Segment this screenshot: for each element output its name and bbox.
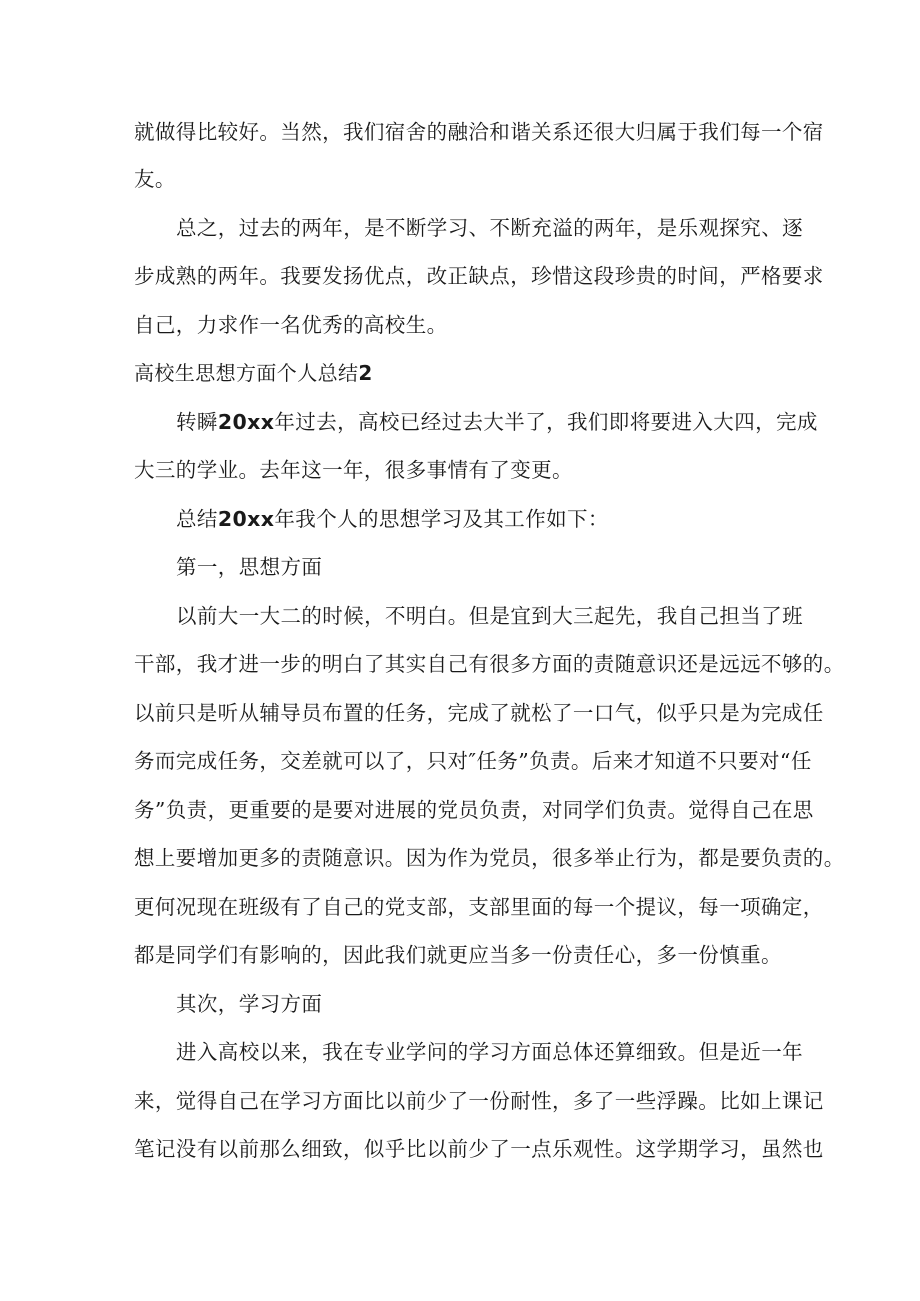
year-placeholder: 20xx <box>217 507 275 531</box>
paragraph-line: 以前大一大二的时候，不明白。但是宜到大三起先，我自己担当了班 <box>176 604 803 628</box>
paragraph-line: 步成熟的两年。我要发扬优点，改正缺点，珍惜这段珍贵的时间，严格要求 <box>134 264 824 288</box>
section-heading-text: 高校生思想方面个人总结 <box>134 361 359 385</box>
subheading: 第一，思想方面 <box>176 555 323 579</box>
paragraph-line: 干部，我才进一步的明白了其实自己有很多方面的责随意识还是远远不够的。 <box>134 652 845 676</box>
paragraph-line: 进入高校以来，我在专业学问的学习方面总体还算细致。但是近一年 <box>176 1040 803 1064</box>
year-placeholder: 20xx <box>217 410 275 434</box>
paragraph-line: 就做得比较好。当然，我们宿舍的融洽和谐关系还很大归属于我们每一个宿 <box>134 120 824 144</box>
paragraph-line: 总结20xx年我个人的思想学习及其工作如下： <box>176 507 609 531</box>
paragraph-line: 来，觉得自己在学习方面比以前少了一份耐性，多了一些浮躁。比如上课记 <box>134 1089 824 1113</box>
paragraph-line: 总之，过去的两年，是不断学习、不断充溢的两年，是乐观探究、逐 <box>176 216 803 240</box>
paragraph-line: 想上要增加更多的责随意识。因为作为党员，很多举止行为，都是要负责的。 <box>134 846 845 870</box>
paragraph-line: 都是同学们有影响的，因此我们就更应当多一份责任心，多一份慎重。 <box>134 943 782 967</box>
paragraph-line: 自己，力求作一名优秀的高校生。 <box>134 313 448 337</box>
paragraph-line: 务而完成任务，交差就可以了，只对″任务”负责。后来才知道不只要对“任 <box>134 749 812 773</box>
section-heading-number: 2 <box>358 361 373 385</box>
paragraph-line: 大三的学业。去年这一年，很多事情有了变更。 <box>134 458 573 482</box>
subheading: 其次，学习方面 <box>176 992 323 1016</box>
paragraph-line: 转瞬20xx年过去，高校已经过去大半了，我们即将要进入大四，完成 <box>176 410 818 434</box>
paragraph-line: 笔记没有以前那么细致，似乎比以前少了一点乐观性。这学期学习，虽然也 <box>134 1137 824 1161</box>
paragraph-line: 友。 <box>134 167 176 191</box>
section-heading <box>134 359 373 387</box>
paragraph-line: 以前只是听从辅导员布置的任务，完成了就松了一口气，似乎只是为完成任 <box>134 701 824 725</box>
paragraph-line: 更何况现在班级有了自己的党支部，支部里面的每一个提议，每一项确定， <box>134 895 824 919</box>
paragraph-line: 务”负责，更重要的是要对进展的党员负责，对同学们负责。觉得自己在思 <box>134 798 814 822</box>
